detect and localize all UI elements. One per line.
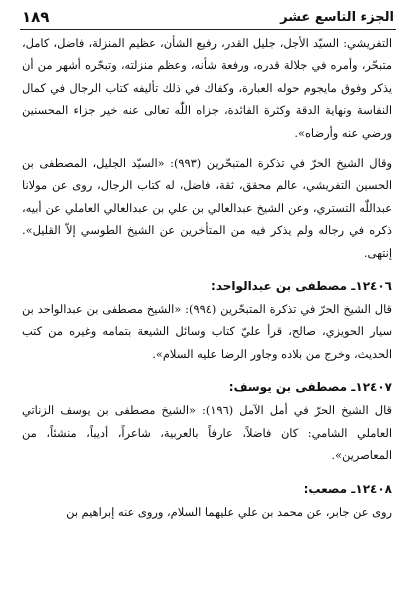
paragraph-2: وقال الشيخ الحرّ في تذكرة المتبحّرين (٩٩٣): «السيّد الجليل، المصطفى بن الحسين التفريشي، عالم محقق، ثقة، فاضل، له كتاب الرجال، روى عن مولانا عبداللّٰه التستري، وعن الشيخ عبدالعالي بن علي بن عبدالعالي العاملي عن أبيه، ذكره في رجاله ولم يذكر فيه من المتأخرين عن الشيخ الطوسي إلاّ القليل». إنتهى. bbox=[22, 156, 392, 260]
entry-heading-12406: ١٢٤٠٦ـ مصطفى بن عبدالواحد: bbox=[211, 279, 392, 294]
header-rule bbox=[20, 29, 396, 30]
page-body bbox=[22, 32, 392, 523]
page-number: ١٨٩ bbox=[22, 8, 50, 26]
page-header bbox=[22, 6, 394, 28]
paragraph-5: روى عن جابر، عن محمد بن علي عليهما السلام، وروى عنه إبراهيم بن bbox=[66, 504, 392, 519]
paragraph-4: قال الشيخ الحرّ في أمل الآمل (١٩٦): «الشيخ مصطفى بن يوسف الزناتي العاملي الشامي: كان فاضلاً، عارفاً بالعربية، شاعراً، أديباً، منشئاً، من المعاصرين». bbox=[22, 403, 392, 463]
entry-heading-12408: ١٢٤٠٨ـ مصعب: bbox=[303, 481, 392, 496]
running-title: الجزء التاسع عشر bbox=[280, 9, 394, 25]
paragraph-1: التفريشي: السيّد الأجل، جليل القدر، رفيع الشأن، عظيم المنزلة، فاضل، كامل، متبحّر، وأمره في جلالة قدره، ورفعة شأنه، وعظم منزلته، وتبحّره أشهر من أن يذكر وفوق مايجوم حوله العبارة، وكفاك في ذلك تأليفه كتاب الرجال في كمال النفاسة ونهاية الدقة وكثرة الفائدة، جزاه اللّٰه تعالى عنه خير جزاء المحسنين ورضي عنه وأرضاه». bbox=[22, 36, 392, 140]
entry-heading-12407: ١٢٤٠٧ـ مصطفى بن يوسف: bbox=[228, 380, 392, 395]
paragraph-3: قال الشيخ الحرّ في تذكرة المتبحّرين (٩٩٤): «الشيخ مصطفى بن عبدالواحد بن سيار الحويزي، صالح، قرأ عليّ كتاب وسائل الشيعة بتمامه وغيره من كتب الحديث، وخرج من بلاده وجاور الرضا عليه السلام». bbox=[22, 302, 392, 361]
